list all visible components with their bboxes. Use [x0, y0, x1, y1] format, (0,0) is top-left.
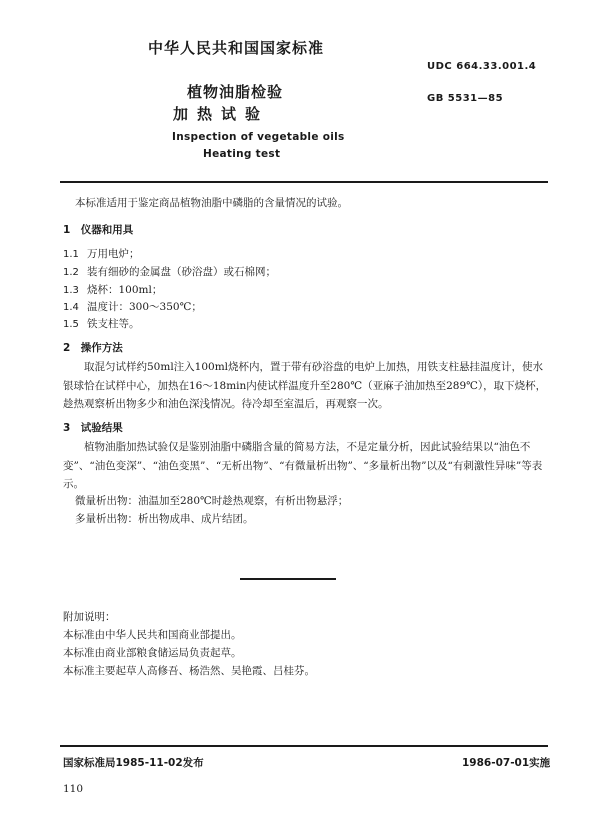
list-item: [63, 316, 140, 331]
list-item: [63, 246, 140, 261]
document-subtitle-en: Heating test: [203, 148, 281, 160]
additional-notes-heading: 附加说明：: [63, 611, 116, 623]
item-text: 装有细砂的金属盘（砂浴盘）或石棉网；: [87, 266, 276, 278]
document-title-en: Inspection of vegetable oils: [172, 131, 345, 143]
issue-date: 国家标准局1985-11-02发布: [63, 757, 204, 769]
section-1-heading: 1 仪器和用具: [63, 224, 134, 236]
page-number: 110: [63, 783, 84, 795]
item-number: 1.4: [63, 302, 79, 313]
udc-code: UDC 664.33.001.4: [427, 61, 537, 72]
note-line: 本标准由商业部粮食储运局负责起草。: [63, 647, 242, 659]
item-text: 烧杯：100ml；: [87, 284, 163, 296]
section-divider: [240, 578, 336, 580]
footer-rule: [60, 745, 548, 747]
list-item: [63, 264, 276, 279]
document-title-cn: 植物油脂检验: [187, 83, 284, 101]
item-number: 1.1: [63, 249, 79, 260]
section-3-heading: 3 试验结果: [63, 422, 123, 434]
item-text: 温度计：300～350℃；: [87, 301, 202, 313]
item-number: 1.5: [63, 319, 79, 330]
item-text: 万用电炉；: [87, 248, 140, 260]
list-item: [63, 282, 162, 297]
item-number: 1.3: [63, 285, 79, 296]
header-rule: [60, 181, 548, 183]
issuing-org-title: 中华人民共和国国家标准: [148, 39, 325, 57]
scope-statement: 本标准适用于鉴定商品植物油脂中磷脂的含量情况的试验。: [75, 197, 348, 209]
results-paragraph: 植物油脂加热试验仅是鉴别油脂中磷脂含量的简易方法，不是定量分析，因此试验结果以“油色不变”、“油色变深”、“油色变黑”、“无析出物”、“有微量析出物”、“多量析出物”以及“有刺激性异味”等表示。: [63, 441, 543, 490]
item-number: 1.2: [63, 267, 79, 278]
procedure-paragraph: 取混匀试样约50ml注入100ml烧杯内，置于带有砂浴盘的电炉上加热，用铁支柱悬挂温度计，使水银球恰在试样中心，加热在16～18min内使试样温度升至280℃（亚麻子油加热至289℃），取下烧杯，趁热观察析出物多少和油色深浅情况。待冷却至室温后，再观察一次。: [63, 361, 547, 410]
gb-number: GB 5531—85: [427, 93, 504, 104]
effective-date: 1986-07-01实施: [462, 757, 551, 769]
list-item: [63, 299, 202, 314]
much-precipitate-definition: 多量析出物：析出物成串、成片结团。: [75, 513, 254, 525]
note-line: 本标准主要起草人高修吾、杨浩然、吴艳霞、吕桂芬。: [63, 665, 315, 677]
note-line: 本标准由中华人民共和国商业部提出。: [63, 629, 242, 641]
section-2-heading: 2 操作方法: [63, 342, 123, 354]
micro-precipitate-definition: 微量析出物：油温加至280℃时趁热观察，有析出物悬浮；: [75, 495, 349, 507]
item-text: 铁支柱等。: [87, 318, 140, 330]
document-subtitle-cn: 加热试验: [173, 105, 270, 123]
